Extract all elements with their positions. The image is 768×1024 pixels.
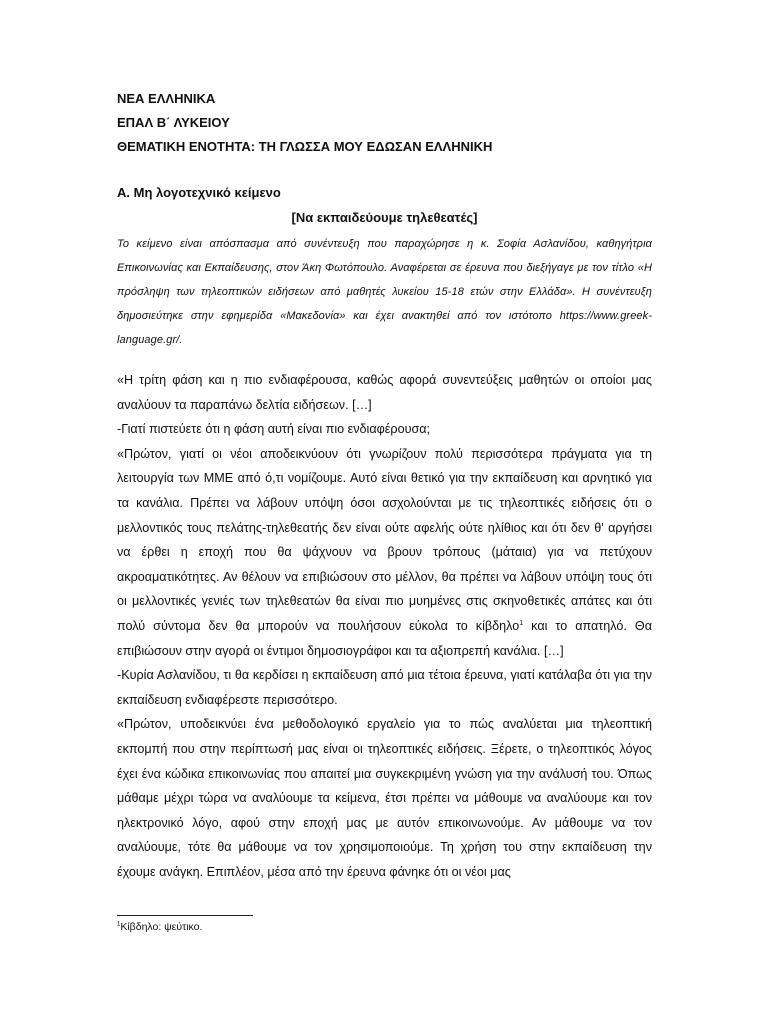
footnote-reference[interactable]: 1 [519, 619, 524, 627]
paragraph-3-part-b: και το απατηλό. Θα επιβιώσουν στην αγορά οι έντιμοι δημοσιογράφοι και τα αξιοπρεπή κανάλια. […] [117, 618, 652, 658]
footnote-marker: 1 [117, 921, 121, 928]
document-header [117, 87, 657, 159]
school-heading: ΕΠΑΛ Β΄ ΛΥΚΕΙΟΥ [117, 115, 230, 130]
footnote-divider [117, 915, 253, 916]
subject-heading: ΝΕΑ ΕΛΛΗΝΙΚΑ [117, 91, 216, 106]
interview-text [117, 368, 652, 884]
paragraph-3-part-a: «Πρώτον, γιατί οι νέοι αποδεικνύουν ότι γνωρίζουν πολύ περισσότερα πράγματα για τη λειτουργία των ΜΜΕ από ό,τι νομίζουμε. Αυτό είναι θετικό για την εκπαίδευση και αρνητικό για τα κανάλια. Πρέπει να λάβουν υπόψη όσοι ασχολούνται με τις τηλεοπτικές ειδήσεις ότι ο μελλοντικός τους πελάτης-τηλεθεατής δεν είναι ούτε αφελής ούτε ηλίθιος και ότι δεν θ' αργήσει να έρθει η εποχή που θα ψάχνουν να βρουν τρόπους (μάταια) για να πετύχουν ακροαματικότητες. Αν θέλουν να επιβιώσουν στο μέλλον, θα πρέπει να λάβουν υπόψη τους ότι οι μελλοντικές γενιές των τηλεθεατών θα είναι πιο μυημένες στις σκηνοθετικές απάτες και ότι πολύ σύντομα δεν θα μπορούν να πουλήσουν εύκολα το κίβδηλο [117, 446, 652, 633]
footnote [117, 919, 202, 935]
intro-note: Το κείμενο είναι απόσπασμα από συνέντευξη που παραχώρησε η κ. Σοφία Ασλανίδου, καθηγήτρια Επικοινωνίας και Εκπαίδευσης, στον Άκη Φωτόπουλο. Αναφέρεται σε έρευνα που διεξήγαγε με τον τίτλο «Η πρόσληψη των τηλεοπτικών ειδήσεων από μαθητές λυκείου 15-18 ετών στην Ελλάδα». Η συνέντευξη δημοσιεύτηκε στην εφημερίδα «Μακεδονία» και έχει ανακτηθεί από τον ιστότοπο https://www.greek-language.gr/. [117, 238, 652, 346]
paragraph-5: «Πρώτον, υποδεικνύει ένα μεθοδολογικό εργαλείο για το πώς αναλύεται μια τηλεοπτική εκπομπή που στην περίπτωσή μας είναι οι τηλεοπτικές ειδήσεις. Ξέρετε, ο τηλεοπτικός λόγος έχει ένα κώδικα επικοινωνίας που απαιτεί μια συγκεκριμένη γνώση για την ανάλυσή του. Όπως μάθαμε μέχρι τώρα να αναλύουμε τα κείμενα, έτσι πρέπει να μάθουμε να αναλύουμε και τον ηλεκτρονικό λόγο, αφού στην εποχή μας με αυτόν επικοινωνούμε. Αν μάθουμε να τον αναλύουμε, τότε θα μάθουμε να τον χρησιμοποιούμε. Τη χρήση του στην εκπαίδευση την έχουμε ανάγκη. Επιπλέον, μέσα από την έρευνα φάνηκε ότι οι νέοι μας [117, 717, 652, 879]
paragraph-1: «Η τρίτη φάση και η πιο ενδιαφέρουσα, καθώς αφορά συνεντεύξεις μαθητών οι οποίοι μας αναλύουν τα παραπάνω δελτία ειδήσεων. […] [117, 373, 652, 412]
section-heading: Α. Μη λογοτεχνικό κείμενο [117, 185, 281, 200]
paragraph-4-question: -Κυρία Ασλανίδου, τι θα κερδίσει η εκπαίδευση από μια τέτοια έρευνα, γιατί κατάλαβα ότι για την εκπαίδευση ενδιαφέρεστε περισσότερο. [117, 668, 652, 707]
text-title: [Να εκπαιδεύουμε τηλεθεατές] [291, 210, 478, 225]
footnote-text: Κίβδηλο: ψεύτικο. [120, 921, 203, 933]
unit-heading: ΘΕΜΑΤΙΚΗ ΕΝΟΤΗΤΑ: ΤΗ ΓΛΩΣΣΑ ΜΟΥ ΕΔΩΣΑΝ ΕΛΛΗΝΙΚΗ [117, 139, 493, 154]
paragraph-2-question: -Γιατί πιστεύετε ότι η φάση αυτή είναι πιο ενδιαφέρουσα; [117, 422, 431, 437]
paragraph-3 [117, 442, 652, 663]
